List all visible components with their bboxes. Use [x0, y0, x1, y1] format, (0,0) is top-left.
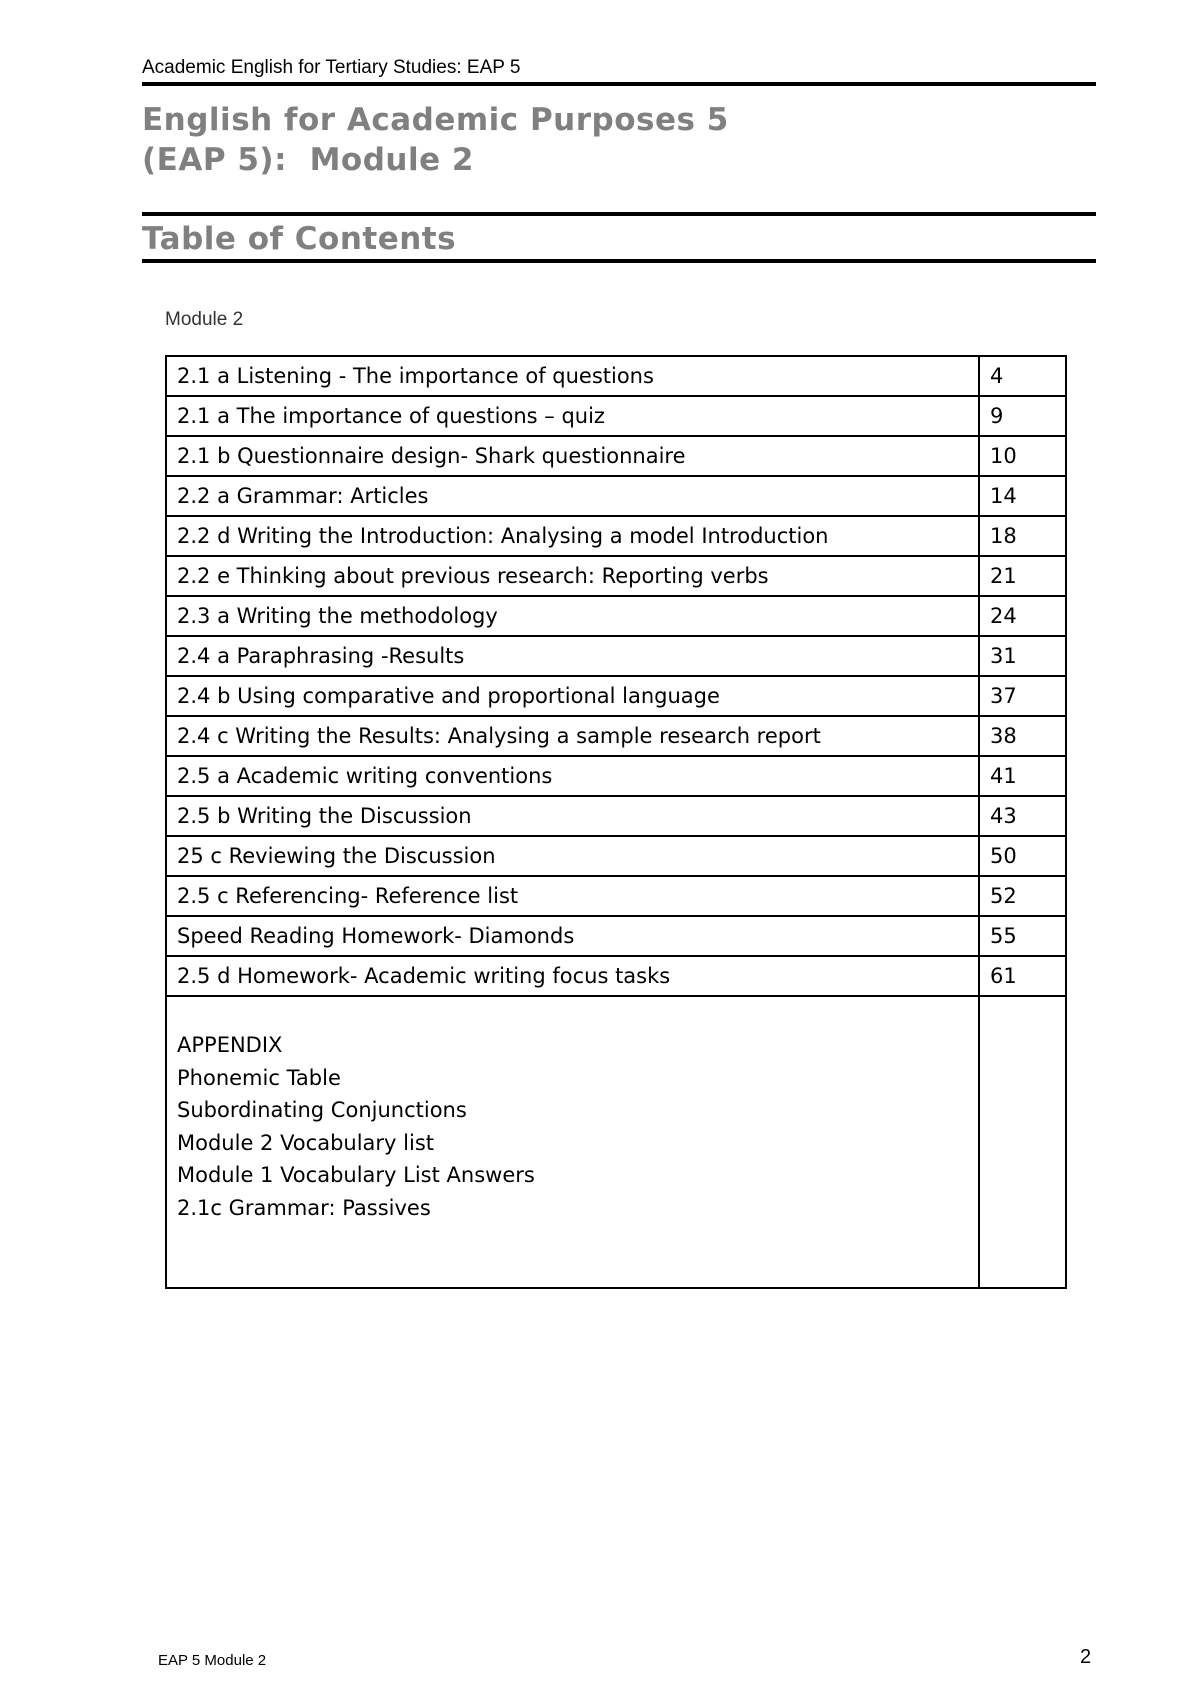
header-rule: [142, 82, 1096, 86]
toc-entry-page: 14: [979, 476, 1066, 516]
toc-table: [165, 355, 1067, 1289]
toc-row: [166, 516, 1066, 556]
toc-entry-page: 61: [979, 956, 1066, 996]
appendix-item: Module 2 Vocabulary list: [177, 1130, 434, 1155]
toc-entry-title: 2.5 a Academic writing conventions: [166, 756, 979, 796]
toc-row: [166, 356, 1066, 396]
toc-appendix-row: [166, 996, 1066, 1288]
toc-row: [166, 596, 1066, 636]
toc-entry-page: 55: [979, 916, 1066, 956]
toc-entry-title: 2.5 b Writing the Discussion: [166, 796, 979, 836]
toc-row: [166, 916, 1066, 956]
document-title-line-2: (EAP 5): Module 2: [142, 142, 474, 178]
toc-entry-page: 4: [979, 356, 1066, 396]
running-header: Academic English for Tertiary Studies: EAP 5: [142, 57, 521, 78]
toc-row: [166, 476, 1066, 516]
appendix-page-cell: [979, 996, 1066, 1288]
toc-row: [166, 796, 1066, 836]
toc-entry-page: 24: [979, 596, 1066, 636]
document-title: [142, 100, 729, 180]
toc-entry-title: 25 c Reviewing the Discussion: [166, 836, 979, 876]
toc-entry-title: 2.4 b Using comparative and proportional language: [166, 676, 979, 716]
toc-entry-page: 38: [979, 716, 1066, 756]
toc-entry-title: 2.5 c Referencing- Reference list: [166, 876, 979, 916]
toc-entry-title: Speed Reading Homework- Diamonds: [166, 916, 979, 956]
toc-row: [166, 436, 1066, 476]
toc-row: [166, 716, 1066, 756]
toc-entry-title: 2.3 a Writing the methodology: [166, 596, 979, 636]
toc-row: [166, 756, 1066, 796]
toc-bottom-rule: [142, 259, 1096, 263]
toc-entry-title: 2.2 e Thinking about previous research: Reporting verbs: [166, 556, 979, 596]
toc-row: [166, 556, 1066, 596]
toc-entry-page: 21: [979, 556, 1066, 596]
toc-entry-page: 52: [979, 876, 1066, 916]
toc-entry-title: 2.5 d Homework- Academic writing focus tasks: [166, 956, 979, 996]
toc-top-rule: [142, 212, 1096, 216]
footer-page-number: 2: [1080, 1646, 1092, 1668]
appendix-item: Subordinating Conjunctions: [177, 1098, 467, 1122]
toc-entry-page: 37: [979, 676, 1066, 716]
toc-entry-page: 31: [979, 636, 1066, 676]
toc-entry-title: 2.1 a Listening - The importance of questions: [166, 356, 979, 396]
toc-row: [166, 396, 1066, 436]
toc-row: [166, 636, 1066, 676]
toc-entry-page: 43: [979, 796, 1066, 836]
document-title-line-1: English for Academic Purposes 5: [142, 102, 729, 138]
appendix-item: Phonemic Table: [177, 1065, 341, 1090]
toc-entry-page: 18: [979, 516, 1066, 556]
footer-label: EAP 5 Module 2: [158, 1652, 267, 1669]
toc-row: [166, 676, 1066, 716]
toc-heading: Table of Contents: [142, 221, 457, 257]
toc-row: [166, 956, 1066, 996]
toc-table-body: [166, 356, 1066, 1288]
module-label: Module 2: [165, 309, 244, 330]
appendix-heading: APPENDIX: [177, 1033, 283, 1057]
toc-entry-title: 2.4 c Writing the Results: Analysing a sample research report: [166, 716, 979, 756]
appendix-item: Module 1 Vocabulary List Answers: [177, 1163, 535, 1187]
toc-row: [166, 876, 1066, 916]
toc-entry-title: 2.4 a Paraphrasing -Results: [166, 636, 979, 676]
toc-row: [166, 836, 1066, 876]
appendix-cell: [166, 996, 979, 1288]
toc-entry-page: 9: [979, 396, 1066, 436]
toc-entry-title: 2.1 b Questionnaire design- Shark questionnaire: [166, 436, 979, 476]
toc-entry-page: 50: [979, 836, 1066, 876]
toc-entry-page: 10: [979, 436, 1066, 476]
toc-entry-title: 2.1 a The importance of questions – quiz: [166, 396, 979, 436]
toc-entry-title: 2.2 a Grammar: Articles: [166, 476, 979, 516]
toc-entry-title: 2.2 d Writing the Introduction: Analysing a model Introduction: [166, 516, 979, 556]
appendix-item: 2.1c Grammar: Passives: [177, 1195, 431, 1220]
toc-entry-page: 41: [979, 756, 1066, 796]
